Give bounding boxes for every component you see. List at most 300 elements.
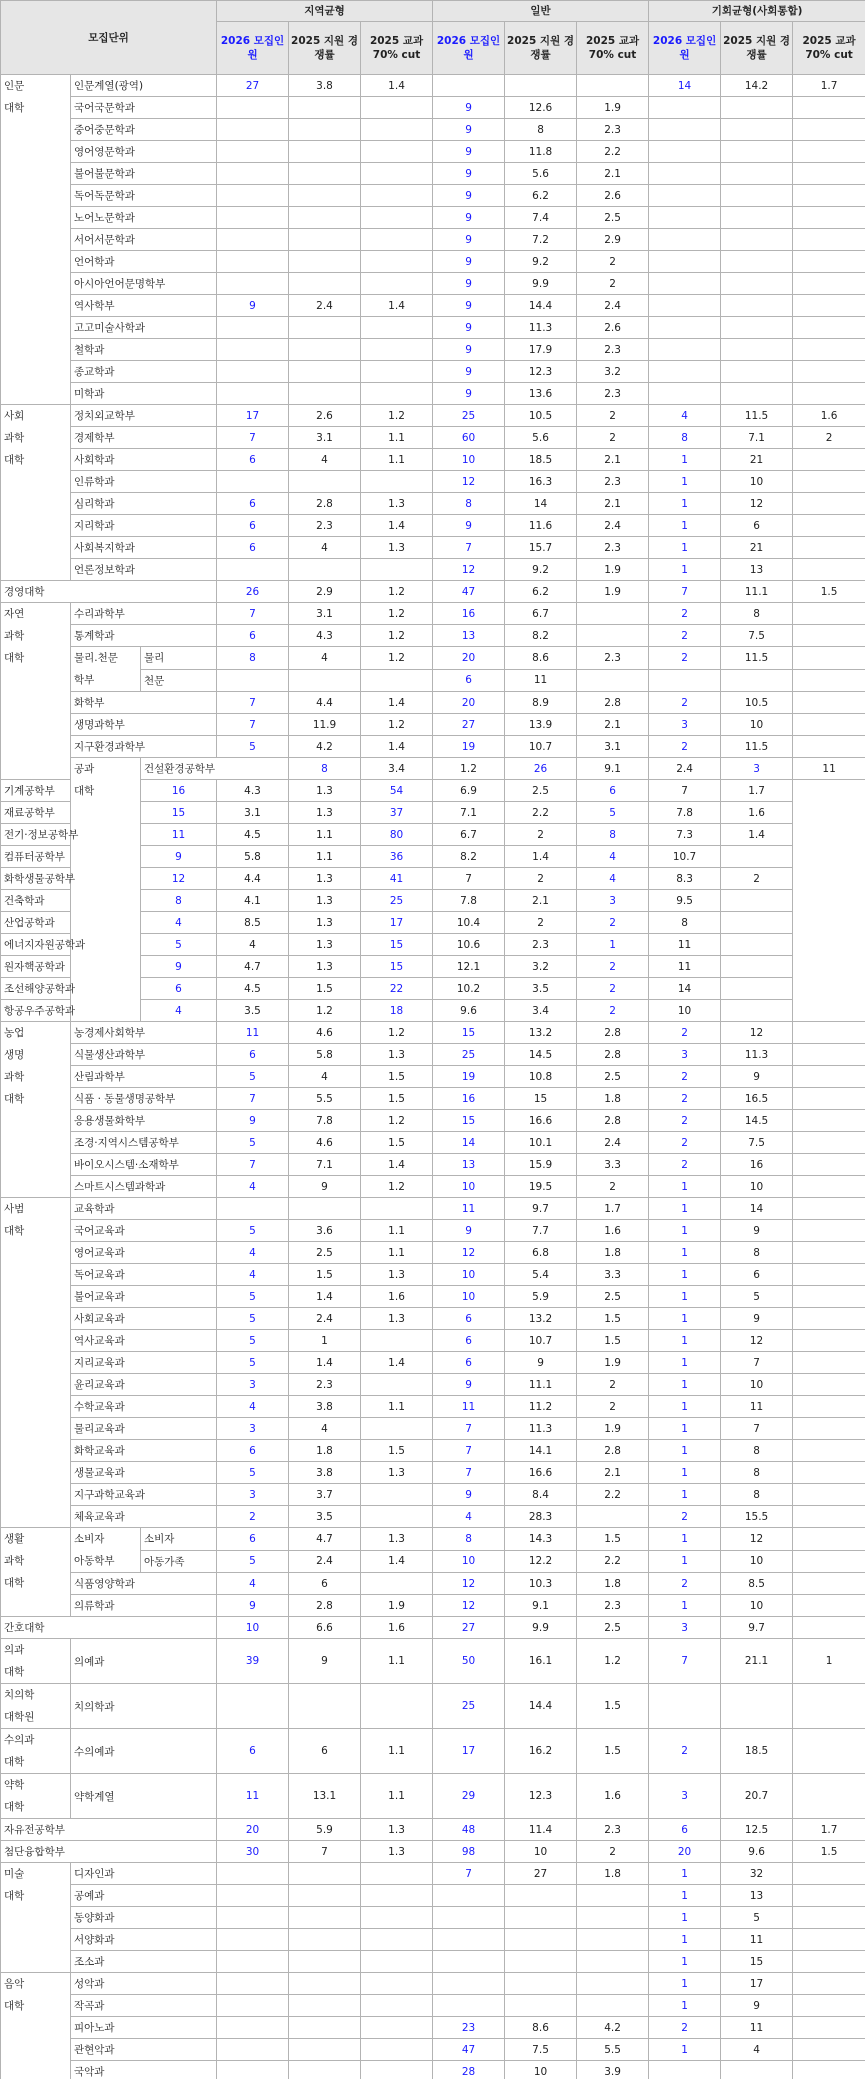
table-row bbox=[1, 1132, 865, 1154]
regional-rate: 3.4 bbox=[361, 758, 433, 780]
regional-rate bbox=[289, 141, 361, 163]
department-group: 소비자 아동학부 bbox=[71, 1528, 141, 1573]
regional-cut bbox=[361, 1506, 433, 1528]
regional-cut bbox=[361, 339, 433, 361]
general-rate: 11.4 bbox=[505, 1819, 577, 1841]
opportunity-rate: 11 bbox=[793, 758, 865, 780]
general-rate: 7.5 bbox=[505, 2039, 577, 2061]
opportunity-cut bbox=[793, 1132, 865, 1154]
college-name: 농업 생명 과학 대학 bbox=[1, 1022, 71, 1198]
regional-recruit: 6 bbox=[217, 1044, 289, 1066]
department-name: 불어교육과 bbox=[71, 1286, 217, 1308]
regional-recruit: 6 bbox=[217, 1528, 289, 1551]
opportunity-recruit: 2 bbox=[649, 1132, 721, 1154]
regional-recruit: 5 bbox=[217, 1308, 289, 1330]
opportunity-cut bbox=[793, 1951, 865, 1973]
regional-rate: 4.3 bbox=[217, 780, 289, 802]
opportunity-recruit bbox=[649, 97, 721, 119]
general-recruit: 25 bbox=[361, 890, 433, 912]
general-cut: 2.3 bbox=[577, 383, 649, 405]
regional-cut bbox=[361, 1374, 433, 1396]
general-recruit: 37 bbox=[361, 802, 433, 824]
general-cut: 1.5 bbox=[577, 1729, 649, 1774]
opportunity-rate: 10 bbox=[721, 1176, 793, 1198]
opportunity-cut bbox=[721, 978, 793, 1000]
regional-recruit: 5 bbox=[141, 934, 217, 956]
department-name: 스마트시스템과학과 bbox=[71, 1176, 217, 1198]
general-cut: 1.9 bbox=[577, 559, 649, 581]
general-cut: 2.9 bbox=[577, 229, 649, 251]
opportunity-recruit: 1 bbox=[649, 1973, 721, 1995]
regional-cut: 1.1 bbox=[361, 1639, 433, 1684]
general-rate: 8.2 bbox=[433, 846, 505, 868]
opportunity-recruit: 1 bbox=[649, 1440, 721, 1462]
general-rate: 8.9 bbox=[505, 692, 577, 714]
table-row bbox=[1, 1863, 865, 1885]
opportunity-recruit bbox=[649, 229, 721, 251]
general-cut bbox=[577, 1973, 649, 1995]
general-recruit: 9 bbox=[433, 251, 505, 273]
general-rate: 14 bbox=[505, 493, 577, 515]
opportunity-recruit: 1 bbox=[649, 1308, 721, 1330]
regional-rate: 2.4 bbox=[289, 1308, 361, 1330]
opportunity-recruit: 2 bbox=[649, 1022, 721, 1044]
regional-recruit bbox=[217, 1198, 289, 1220]
regional-cut bbox=[361, 1929, 433, 1951]
opportunity-cut bbox=[793, 1374, 865, 1396]
opportunity-cut bbox=[793, 1396, 865, 1418]
regional-cut bbox=[361, 2061, 433, 2079]
opportunity-rate: 14 bbox=[721, 1198, 793, 1220]
general-rate: 11 bbox=[505, 669, 577, 692]
opportunity-recruit: 2 bbox=[649, 1154, 721, 1176]
regional-recruit: 5 bbox=[217, 1220, 289, 1242]
opportunity-recruit: 5 bbox=[577, 802, 649, 824]
general-cut: 5.5 bbox=[577, 2039, 649, 2061]
general-cut: 2.5 bbox=[505, 780, 577, 802]
table-row bbox=[1, 890, 865, 912]
opportunity-rate: 7.1 bbox=[721, 427, 793, 449]
general-rate: 8.6 bbox=[505, 647, 577, 670]
department-name: 통계학과 bbox=[71, 625, 217, 647]
general-cut bbox=[577, 669, 649, 692]
general-rate: 13.2 bbox=[505, 1022, 577, 1044]
opportunity-rate: 13 bbox=[721, 559, 793, 581]
opportunity-rate: 14.2 bbox=[721, 75, 793, 97]
regional-rate: 7.1 bbox=[289, 1154, 361, 1176]
regional-cut: 1.1 bbox=[289, 824, 361, 846]
opportunity-recruit: 2 bbox=[649, 625, 721, 647]
opportunity-rate: 7 bbox=[721, 1418, 793, 1440]
general-cut: 1.8 bbox=[577, 1242, 649, 1264]
header-cut: 2025 교과 70% cut bbox=[361, 22, 433, 75]
general-recruit: 54 bbox=[361, 780, 433, 802]
table-row bbox=[1, 1729, 865, 1774]
general-recruit: 15 bbox=[433, 1110, 505, 1132]
regional-recruit bbox=[217, 1907, 289, 1929]
opportunity-cut bbox=[793, 692, 865, 714]
general-recruit: 6 bbox=[433, 1330, 505, 1352]
department-name: 체육교육과 bbox=[71, 1506, 217, 1528]
general-recruit: 12 bbox=[433, 559, 505, 581]
regional-cut: 1.2 bbox=[361, 603, 433, 625]
regional-cut: 1.5 bbox=[361, 1440, 433, 1462]
regional-recruit bbox=[217, 1973, 289, 1995]
table-row bbox=[1, 1484, 865, 1506]
regional-rate: 3.1 bbox=[217, 802, 289, 824]
regional-rate: 1.8 bbox=[289, 1440, 361, 1462]
opportunity-cut bbox=[793, 1573, 865, 1595]
general-rate: 7.2 bbox=[505, 229, 577, 251]
opportunity-cut bbox=[793, 1088, 865, 1110]
opportunity-recruit: 6 bbox=[577, 780, 649, 802]
regional-recruit bbox=[217, 339, 289, 361]
general-recruit: 20 bbox=[433, 692, 505, 714]
sub-department: 소비자 bbox=[141, 1528, 217, 1551]
opportunity-rate: 6 bbox=[721, 515, 793, 537]
table-row bbox=[1, 1066, 865, 1088]
opportunity-cut bbox=[793, 1066, 865, 1088]
opportunity-recruit: 1 bbox=[649, 1242, 721, 1264]
opportunity-rate: 12.5 bbox=[721, 1819, 793, 1841]
regional-rate bbox=[289, 1973, 361, 1995]
general-rate: 11.1 bbox=[505, 1374, 577, 1396]
general-cut: 2.1 bbox=[577, 1462, 649, 1484]
regional-recruit: 7 bbox=[217, 1088, 289, 1110]
department-name: 성악과 bbox=[71, 1973, 217, 1995]
department-name: 지리교육과 bbox=[71, 1352, 217, 1374]
regional-rate: 7 bbox=[289, 1841, 361, 1863]
table-row bbox=[1, 1819, 865, 1841]
table-row bbox=[1, 1573, 865, 1595]
opportunity-rate: 5 bbox=[721, 1286, 793, 1308]
department-name: 조소과 bbox=[71, 1951, 217, 1973]
general-cut: 2.8 bbox=[577, 1440, 649, 1462]
department-name: 생물교육과 bbox=[71, 1462, 217, 1484]
regional-cut bbox=[361, 1973, 433, 1995]
general-recruit: 28 bbox=[433, 2061, 505, 2079]
general-rate: 9.2 bbox=[505, 559, 577, 581]
general-cut: 2 bbox=[577, 1374, 649, 1396]
general-cut: 1.9 bbox=[577, 97, 649, 119]
opportunity-cut bbox=[793, 1352, 865, 1374]
regional-cut: 1.3 bbox=[361, 1044, 433, 1066]
regional-rate: 13.1 bbox=[289, 1774, 361, 1819]
opportunity-rate: 7 bbox=[721, 1352, 793, 1374]
regional-cut: 1.2 bbox=[361, 647, 433, 670]
regional-recruit: 3 bbox=[217, 1484, 289, 1506]
opportunity-cut bbox=[793, 1929, 865, 1951]
general-recruit bbox=[433, 1929, 505, 1951]
table-row bbox=[1, 1110, 865, 1132]
general-rate: 10.2 bbox=[433, 978, 505, 1000]
regional-rate: 4.4 bbox=[217, 868, 289, 890]
general-rate: 11.2 bbox=[505, 1396, 577, 1418]
regional-rate bbox=[289, 1951, 361, 1973]
regional-rate bbox=[289, 559, 361, 581]
general-rate: 9.1 bbox=[577, 758, 649, 780]
general-rate: 16.6 bbox=[505, 1110, 577, 1132]
table-row bbox=[1, 295, 865, 317]
general-rate: 16.1 bbox=[505, 1639, 577, 1684]
general-cut: 1.6 bbox=[577, 1774, 649, 1819]
general-recruit: 15 bbox=[361, 934, 433, 956]
regional-recruit: 39 bbox=[217, 1639, 289, 1684]
opportunity-recruit: 1 bbox=[649, 559, 721, 581]
header-recruit: 2026 모집인원 bbox=[217, 22, 289, 75]
opportunity-cut bbox=[793, 2039, 865, 2061]
general-rate: 12.6 bbox=[505, 97, 577, 119]
table-row bbox=[1, 1242, 865, 1264]
opportunity-cut: 1.6 bbox=[721, 802, 793, 824]
opportunity-cut bbox=[793, 1418, 865, 1440]
general-cut: 1.9 bbox=[577, 1418, 649, 1440]
general-recruit: 10 bbox=[433, 1176, 505, 1198]
regional-rate bbox=[289, 1907, 361, 1929]
regional-recruit: 20 bbox=[217, 1819, 289, 1841]
general-cut: 2.1 bbox=[577, 714, 649, 736]
regional-rate: 6.6 bbox=[289, 1617, 361, 1639]
regional-recruit: 6 bbox=[217, 493, 289, 515]
general-cut: 2.1 bbox=[577, 163, 649, 185]
regional-recruit: 7 bbox=[217, 692, 289, 714]
opportunity-rate: 12 bbox=[721, 1528, 793, 1551]
regional-recruit: 5 bbox=[217, 1462, 289, 1484]
regional-cut: 1.3 bbox=[361, 1819, 433, 1841]
regional-rate bbox=[289, 163, 361, 185]
department-name: 작곡과 bbox=[71, 1995, 217, 2017]
regional-recruit bbox=[217, 559, 289, 581]
college-name: 치의학 대학원 bbox=[1, 1684, 71, 1729]
regional-recruit bbox=[217, 2039, 289, 2061]
department-name: 항공우주공학과 bbox=[1, 1000, 141, 1022]
general-recruit: 15 bbox=[361, 956, 433, 978]
opportunity-rate: 14.5 bbox=[721, 1110, 793, 1132]
regional-recruit: 3 bbox=[217, 1374, 289, 1396]
general-recruit: 12 bbox=[433, 471, 505, 493]
college-name: 자유전공학부 bbox=[1, 1819, 217, 1841]
general-cut: 2.6 bbox=[577, 185, 649, 207]
regional-recruit: 3 bbox=[217, 1418, 289, 1440]
table-row bbox=[1, 1639, 865, 1684]
department-name: 지리학과 bbox=[71, 515, 217, 537]
opportunity-cut bbox=[793, 714, 865, 736]
general-rate: 6.2 bbox=[505, 581, 577, 603]
table-row bbox=[1, 1308, 865, 1330]
regional-rate: 4.2 bbox=[289, 736, 361, 758]
regional-rate: 4.1 bbox=[217, 890, 289, 912]
regional-recruit: 6 bbox=[217, 449, 289, 471]
general-recruit: 48 bbox=[433, 1819, 505, 1841]
opportunity-recruit bbox=[649, 251, 721, 273]
general-recruit: 10 bbox=[433, 449, 505, 471]
opportunity-cut: 1.7 bbox=[793, 75, 865, 97]
general-rate: 10.6 bbox=[433, 934, 505, 956]
regional-cut bbox=[361, 1198, 433, 1220]
header-rate: 2025 지원 경쟁률 bbox=[505, 22, 577, 75]
general-recruit: 7 bbox=[433, 1462, 505, 1484]
department-name: 철학과 bbox=[71, 339, 217, 361]
regional-cut: 1.3 bbox=[361, 1264, 433, 1286]
regional-cut bbox=[361, 559, 433, 581]
table-row bbox=[1, 1154, 865, 1176]
regional-rate: 2.9 bbox=[289, 581, 361, 603]
general-recruit: 6 bbox=[433, 669, 505, 692]
department-name: 심리학과 bbox=[71, 493, 217, 515]
department-name: 윤리교육과 bbox=[71, 1374, 217, 1396]
table-row bbox=[1, 1907, 865, 1929]
table-row bbox=[1, 978, 865, 1000]
regional-rate: 4.7 bbox=[217, 956, 289, 978]
department-name: 지구과학교육과 bbox=[71, 1484, 217, 1506]
opportunity-rate bbox=[721, 273, 793, 295]
opportunity-rate bbox=[721, 361, 793, 383]
regional-recruit bbox=[217, 361, 289, 383]
college-name: 첨단융합학부 bbox=[1, 1841, 217, 1863]
general-cut: 1.5 bbox=[577, 1308, 649, 1330]
department-name: 서어서문학과 bbox=[71, 229, 217, 251]
table-row bbox=[1, 581, 865, 603]
opportunity-cut bbox=[793, 1044, 865, 1066]
opportunity-recruit bbox=[649, 163, 721, 185]
regional-cut bbox=[361, 1907, 433, 1929]
opportunity-rate: 16.5 bbox=[721, 1088, 793, 1110]
opportunity-cut bbox=[793, 361, 865, 383]
general-recruit: 12 bbox=[433, 1573, 505, 1595]
department-name: 원자핵공학과 bbox=[1, 956, 141, 978]
opportunity-rate: 8 bbox=[721, 1484, 793, 1506]
general-rate: 7.1 bbox=[433, 802, 505, 824]
regional-recruit: 5 bbox=[217, 1352, 289, 1374]
general-cut: 2 bbox=[577, 251, 649, 273]
general-recruit: 14 bbox=[433, 1132, 505, 1154]
general-cut: 1.5 bbox=[577, 1330, 649, 1352]
college-name: 인문 대학 bbox=[1, 75, 71, 405]
regional-recruit: 4 bbox=[217, 1242, 289, 1264]
department-name: 정치외교학부 bbox=[71, 405, 217, 427]
opportunity-cut bbox=[793, 229, 865, 251]
opportunity-rate: 4 bbox=[721, 2039, 793, 2061]
general-cut: 1.9 bbox=[577, 581, 649, 603]
opportunity-rate: 8 bbox=[649, 912, 721, 934]
regional-rate: 3.5 bbox=[217, 1000, 289, 1022]
opportunity-rate: 7.3 bbox=[649, 824, 721, 846]
general-cut bbox=[577, 603, 649, 625]
table-row bbox=[1, 1995, 865, 2017]
opportunity-cut bbox=[793, 559, 865, 581]
regional-rate bbox=[289, 273, 361, 295]
general-rate: 6.9 bbox=[433, 780, 505, 802]
opportunity-cut: 1.5 bbox=[793, 1841, 865, 1863]
regional-rate bbox=[289, 317, 361, 339]
general-cut: 2.2 bbox=[577, 141, 649, 163]
general-rate: 18.5 bbox=[505, 449, 577, 471]
opportunity-cut bbox=[793, 251, 865, 273]
regional-recruit: 4 bbox=[217, 1176, 289, 1198]
regional-cut bbox=[361, 471, 433, 493]
regional-cut bbox=[361, 97, 433, 119]
table-row bbox=[1, 1885, 865, 1907]
department-name: 에너지자원공학과 bbox=[1, 934, 141, 956]
general-rate: 16.2 bbox=[505, 1729, 577, 1774]
opportunity-cut bbox=[793, 1550, 865, 1573]
general-cut: 3.1 bbox=[577, 736, 649, 758]
opportunity-recruit bbox=[649, 295, 721, 317]
opportunity-rate: 14 bbox=[649, 978, 721, 1000]
opportunity-recruit: 2 bbox=[649, 1573, 721, 1595]
regional-rate: 2.8 bbox=[289, 1595, 361, 1617]
general-recruit: 9 bbox=[433, 1484, 505, 1506]
general-recruit: 9 bbox=[433, 207, 505, 229]
regional-rate: 5.8 bbox=[289, 1044, 361, 1066]
general-recruit: 16 bbox=[433, 1088, 505, 1110]
opportunity-rate: 21 bbox=[721, 537, 793, 559]
opportunity-recruit: 1 bbox=[649, 1484, 721, 1506]
general-rate: 9.6 bbox=[433, 1000, 505, 1022]
regional-recruit bbox=[217, 1951, 289, 1973]
general-rate: 12.3 bbox=[505, 1774, 577, 1819]
opportunity-cut bbox=[721, 846, 793, 868]
opportunity-rate: 11.5 bbox=[721, 647, 793, 670]
opportunity-rate: 8.5 bbox=[721, 1573, 793, 1595]
general-recruit: 13 bbox=[433, 625, 505, 647]
opportunity-recruit: 3 bbox=[649, 1617, 721, 1639]
table-row bbox=[1, 1396, 865, 1418]
opportunity-rate: 7 bbox=[649, 780, 721, 802]
general-recruit: 41 bbox=[361, 868, 433, 890]
opportunity-rate bbox=[721, 119, 793, 141]
header-group-regional: 지역균형 bbox=[217, 1, 433, 22]
department-name: 노어노문학과 bbox=[71, 207, 217, 229]
opportunity-recruit: 2 bbox=[649, 1110, 721, 1132]
college-name: 사범 대학 bbox=[1, 1198, 71, 1528]
regional-rate bbox=[289, 1929, 361, 1951]
opportunity-cut bbox=[793, 1506, 865, 1528]
regional-cut bbox=[361, 141, 433, 163]
regional-rate: 1.5 bbox=[289, 1264, 361, 1286]
opportunity-cut bbox=[793, 141, 865, 163]
opportunity-recruit: 1 bbox=[649, 471, 721, 493]
general-cut: 2 bbox=[505, 868, 577, 890]
table-row bbox=[1, 361, 865, 383]
general-rate: 13.9 bbox=[505, 714, 577, 736]
general-recruit: 9 bbox=[433, 273, 505, 295]
table-row bbox=[1, 714, 865, 736]
regional-recruit: 17 bbox=[217, 405, 289, 427]
general-cut: 2.3 bbox=[577, 1595, 649, 1617]
regional-cut bbox=[361, 1684, 433, 1729]
regional-recruit: 9 bbox=[217, 1595, 289, 1617]
regional-rate: 4 bbox=[289, 449, 361, 471]
department-name: 역사학부 bbox=[71, 295, 217, 317]
opportunity-cut bbox=[793, 1110, 865, 1132]
regional-cut: 1.4 bbox=[361, 75, 433, 97]
department-name: 식품영양학과 bbox=[71, 1573, 217, 1595]
opportunity-cut bbox=[793, 1885, 865, 1907]
general-rate: 8 bbox=[505, 119, 577, 141]
regional-cut: 1.5 bbox=[361, 1088, 433, 1110]
regional-rate: 4.4 bbox=[289, 692, 361, 714]
general-recruit: 9 bbox=[433, 515, 505, 537]
table-row bbox=[1, 1044, 865, 1066]
opportunity-recruit: 4 bbox=[577, 868, 649, 890]
regional-recruit: 9 bbox=[141, 846, 217, 868]
sub-department: 물리 bbox=[141, 647, 217, 670]
regional-cut: 1.4 bbox=[361, 1352, 433, 1374]
general-cut: 3.3 bbox=[577, 1264, 649, 1286]
college-name: 수의과 대학 bbox=[1, 1729, 71, 1774]
opportunity-rate: 17 bbox=[721, 1973, 793, 1995]
